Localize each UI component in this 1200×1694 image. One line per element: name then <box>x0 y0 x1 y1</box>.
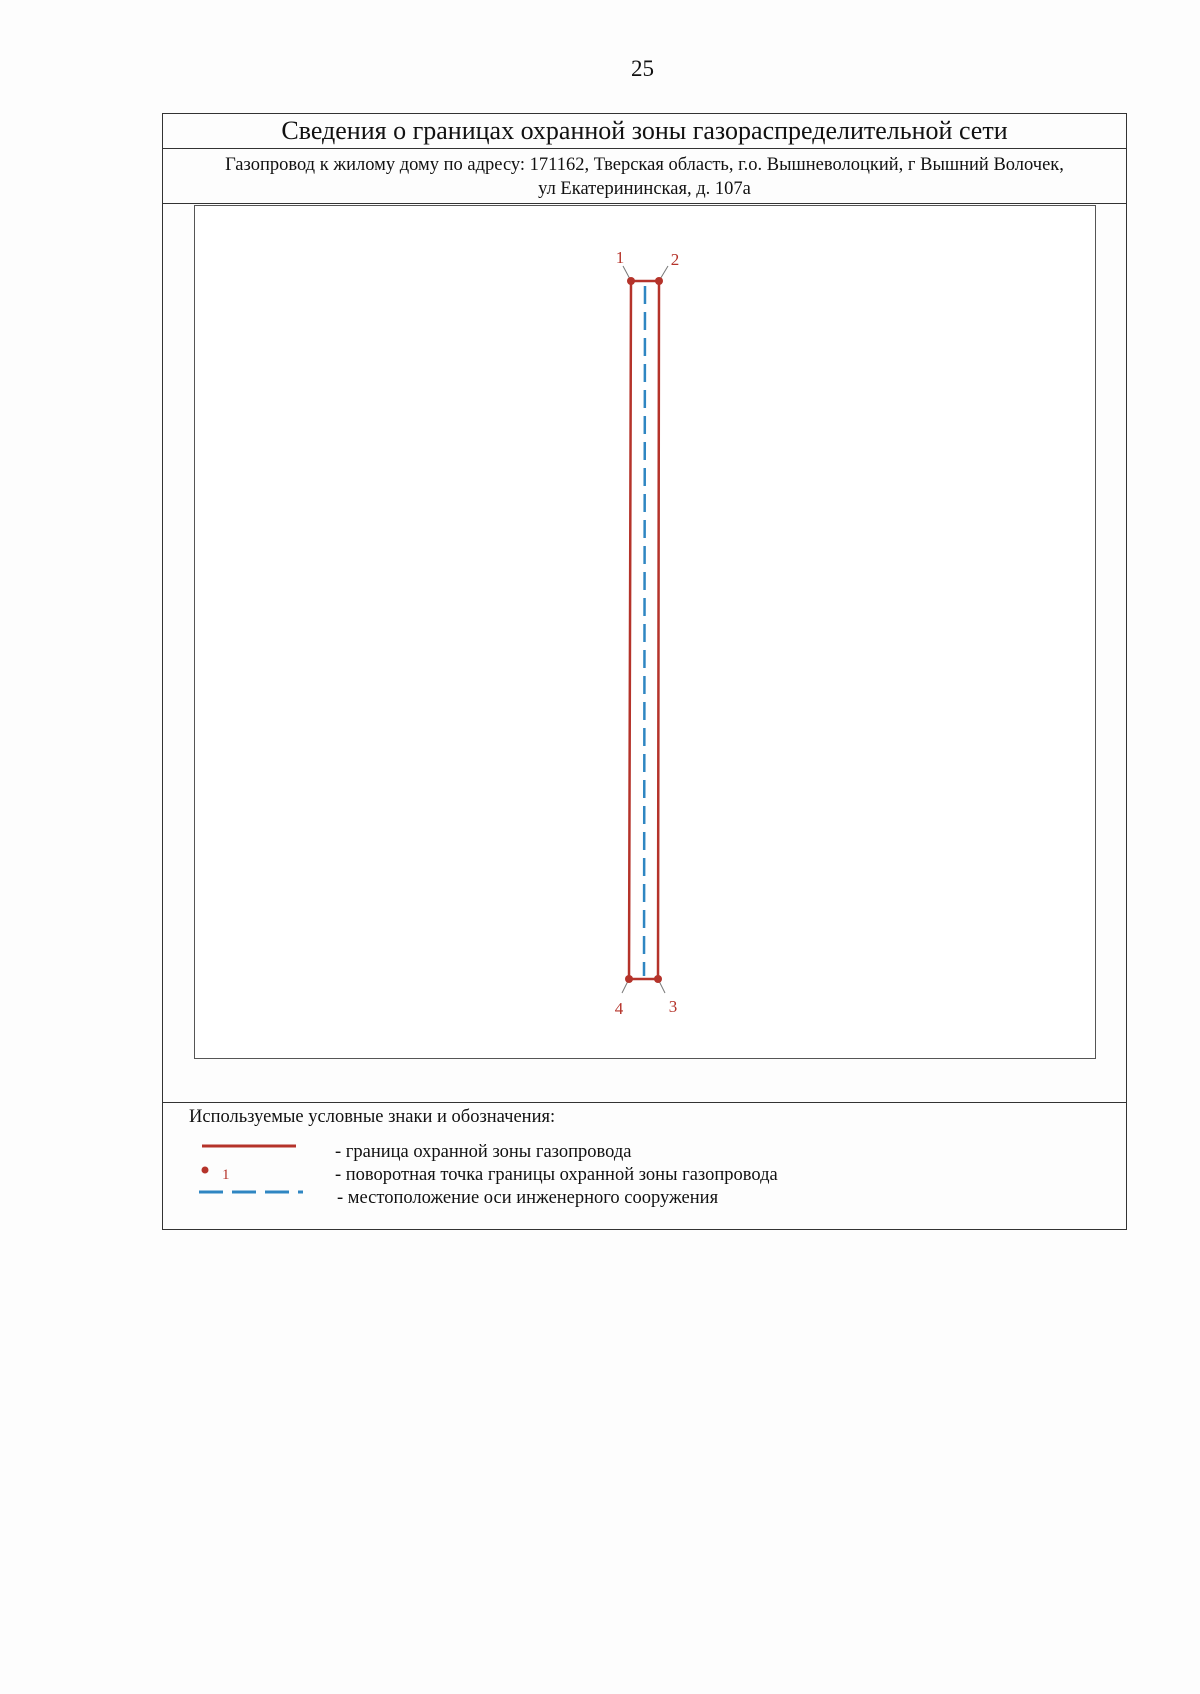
legend-item-axis <box>163 1187 1063 1209</box>
address-line-1: Газопровод к жилому дому по адресу: 171162, Тверская область, г.о. Вышневолоцкий, г Вышний Волочек, <box>225 155 1064 175</box>
legend-item-turning-point <box>163 1164 1063 1186</box>
map-frame <box>194 205 1096 1059</box>
axis-dash-icon <box>199 1187 309 1209</box>
pipeline-axis <box>644 286 645 976</box>
turning-point-icon <box>199 1164 309 1186</box>
legend-text: - поворотная точка границы охранной зоны газопровода <box>335 1165 778 1185</box>
point-label-3: 3 <box>668 997 678 1016</box>
point-label-1: 1 <box>615 248 625 267</box>
legend-title: Используемые условные знаки и обозначения: <box>189 1107 556 1127</box>
turning-point-3 <box>654 975 662 983</box>
document-sheet <box>162 113 1127 1230</box>
legend-item-boundary <box>163 1141 1063 1163</box>
legend-text: - местоположение оси инженерного сооружения <box>337 1188 719 1208</box>
page-number: 25 <box>631 56 654 81</box>
document-title: Сведения о границах охранной зоны газораспределительной сети <box>163 114 1126 149</box>
address-line-2: ул Екатерининская, д. 107а <box>538 179 751 199</box>
point-label-4: 4 <box>614 999 624 1018</box>
point-label-2: 2 <box>670 250 680 269</box>
legend <box>163 1102 1126 1229</box>
legend-point-label: 1 <box>222 1167 230 1183</box>
turning-point-4 <box>625 975 633 983</box>
boundary-line-icon <box>199 1141 309 1163</box>
address-block <box>163 149 1126 204</box>
legend-text: - граница охранной зоны газопровода <box>335 1142 632 1162</box>
map-drawing <box>195 206 1095 1058</box>
turning-point-1 <box>627 277 635 285</box>
turning-point-2 <box>655 277 663 285</box>
